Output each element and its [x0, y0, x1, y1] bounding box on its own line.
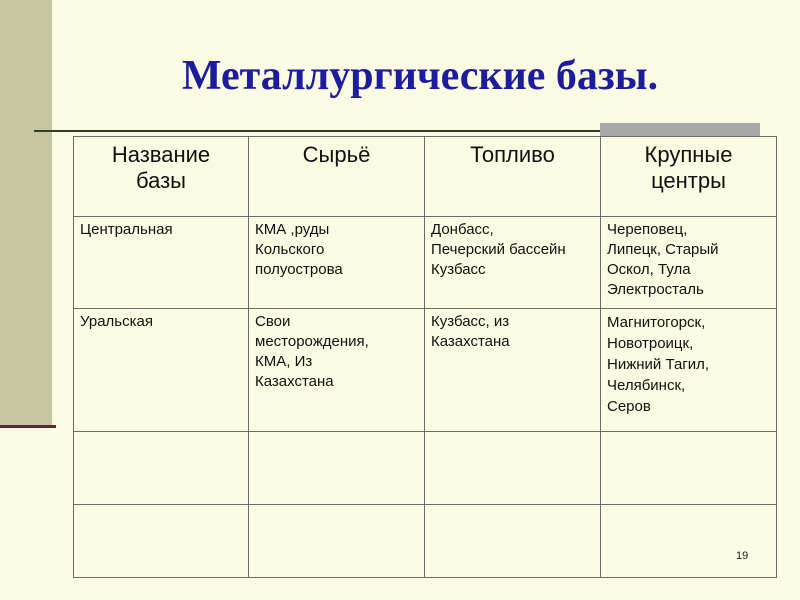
cell-centers-text: Череповец, Липецк, Старый Оскол, Тула Электросталь	[607, 221, 719, 298]
cell-centers	[601, 505, 777, 578]
cell-fuel	[425, 505, 601, 578]
table-row	[74, 217, 777, 309]
cell-base-text: Уральская	[80, 313, 153, 330]
header-base-name-label: Название базы	[111, 142, 211, 193]
header-base-name	[74, 137, 249, 217]
slide-title: Металлургические базы.	[181, 53, 659, 99]
header-raw-materials-label: Сырьё	[302, 142, 371, 167]
table-header-row	[74, 137, 777, 217]
cell-centers-text: Магнитогорск, Новотроицк, Нижний Тагил, Челябинск, Серов	[607, 314, 710, 415]
cell-base	[74, 309, 249, 432]
cell-fuel	[425, 309, 601, 432]
cell-centers	[601, 217, 777, 309]
header-raw-materials	[249, 137, 425, 217]
cell-raw	[249, 432, 425, 505]
cell-base-text: Центральная	[80, 221, 173, 238]
cell-raw	[249, 505, 425, 578]
cell-fuel	[425, 217, 601, 309]
cell-fuel	[425, 432, 601, 505]
cell-fuel-text: Кузбасс, из Казахстана	[431, 313, 510, 350]
cell-raw	[249, 309, 425, 432]
metallurgical-bases-table	[73, 136, 777, 578]
decorative-side-line	[0, 425, 56, 428]
cell-fuel-text: Донбасс, Печерский бассейн Кузбасс	[431, 221, 566, 278]
cell-centers	[601, 309, 777, 432]
cell-centers	[601, 432, 777, 505]
cell-base	[74, 505, 249, 578]
cell-raw-text: КМА ,руды Кольского полуострова	[255, 221, 343, 278]
cell-base	[74, 432, 249, 505]
table-row	[74, 309, 777, 432]
table-row	[74, 505, 777, 578]
title-underline-accent	[600, 123, 760, 137]
page-number: 19	[736, 550, 749, 562]
header-major-centers-label: Крупные центры	[644, 142, 733, 193]
cell-raw-text: Свои месторождения, КМА, Из Казахстана	[255, 313, 369, 390]
header-fuel	[425, 137, 601, 217]
header-fuel-label: Топливо	[470, 142, 555, 167]
cell-raw	[249, 217, 425, 309]
cell-base	[74, 217, 249, 309]
table-row	[74, 432, 777, 505]
header-major-centers	[601, 137, 777, 217]
